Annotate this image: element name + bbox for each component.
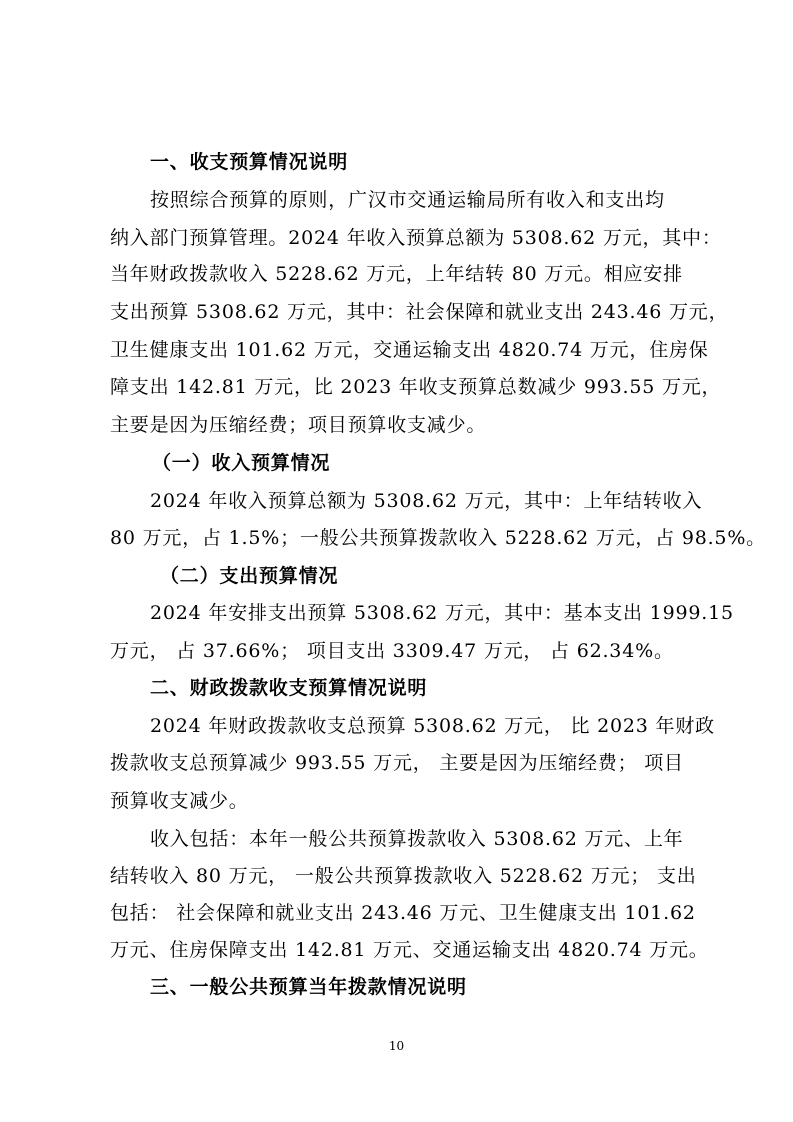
paragraph-line: 拨款收支总预算减少 993.55 万元， 主要是因为压缩经费； 项目 <box>110 752 684 774</box>
paragraph-line: 收入包括：本年一般公共预算拨款收入 5308.62 万元、上年 <box>150 828 684 850</box>
section-heading-3: 三、一般公共预算当年拨款情况说明 <box>150 976 467 998</box>
paragraph-line: 预算收支减少。 <box>110 790 249 812</box>
paragraph-line: 2024 年财政拨款收支总预算 5308.62 万元， 比 2023 年财政 <box>150 715 715 737</box>
paragraph-line: 主要是因为压缩经费；项目预算收支减少。 <box>110 414 487 436</box>
subsection-heading-expenditure: （二）支出预算情况 <box>160 565 339 587</box>
paragraph-line: 卫生健康支出 101.62 万元，交通运输支出 4820.74 万元，住房保 <box>110 339 709 361</box>
page-number: 10 <box>388 1039 405 1053</box>
paragraph-line: 结转收入 80 万元， 一般公共预算拨款收入 5228.62 万元； 支出 <box>110 865 697 887</box>
subsection-heading-income: （一）收入预算情况 <box>152 452 331 474</box>
paragraph-line: 包括： 社会保障和就业支出 243.46 万元、卫生健康支出 101.62 <box>110 902 696 924</box>
section-heading-2: 二、财政拨款收支预算情况说明 <box>150 677 428 699</box>
paragraph-line: 2024 年安排支出预算 5308.62 万元，其中：基本支出 1999.15 <box>150 602 734 624</box>
section-heading-1: 一、收支预算情况说明 <box>150 151 349 173</box>
paragraph-line: 当年财政拨款收入 5228.62 万元，上年结转 80 万元。相应安排 <box>110 263 683 285</box>
paragraph-line: 障支出 142.81 万元，比 2023 年收支预算总数减少 993.55 万元， <box>110 376 722 398</box>
paragraph-line: 纳入部门预算管理。2024 年收入预算总额为 5308.62 万元，其中： <box>110 227 722 249</box>
paragraph-line: 万元， 占 37.66%； 项目支出 3309.47 万元， 占 62.34%。 <box>110 640 674 662</box>
paragraph-line: 2024 年收入预算总额为 5308.62 万元，其中：上年结转收入 <box>150 490 703 512</box>
paragraph-line: 80 万元，占 1.5%；一般公共预算拨款收入 5228.62 万元，占 98.5%。 <box>110 527 766 549</box>
paragraph-line: 按照综合预算的原则，广汉市交通运输局所有收入和支出均 <box>150 189 665 211</box>
paragraph-line: 万元、住房保障支出 142.81 万元、交通运输支出 4820.74 万元。 <box>110 939 709 961</box>
paragraph-line: 支出预算 5308.62 万元，其中：社会保障和就业支出 243.46 万元， <box>110 301 729 323</box>
